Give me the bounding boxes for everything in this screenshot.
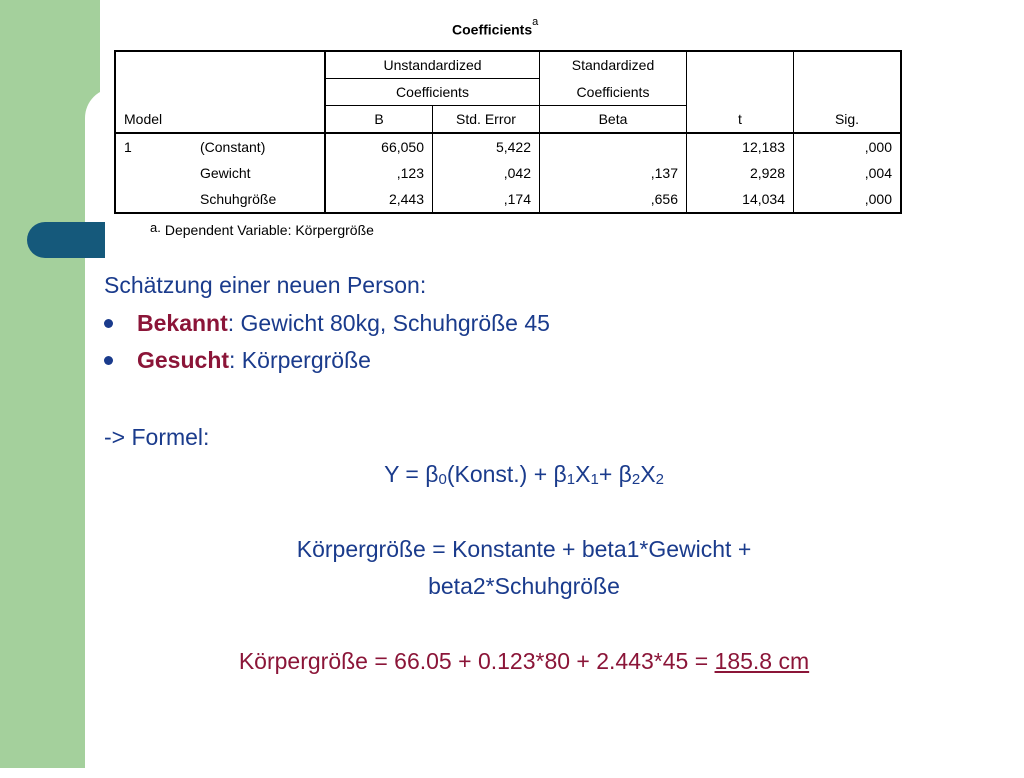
bullet-sought	[104, 347, 371, 374]
table-row	[115, 160, 901, 186]
header-unstandardized: Unstandardized	[325, 51, 540, 79]
sought-text: : Körpergröße	[229, 347, 371, 373]
decorative-pill	[27, 222, 105, 258]
row-name: (Constant)	[200, 139, 266, 155]
cell-t: 14,034	[687, 186, 794, 213]
calculation-text: Körpergröße = 66.05 + 0.123*80 + 2.443*45 =	[238, 648, 715, 674]
footnote-mark: a.	[150, 220, 161, 235]
cell-beta	[540, 133, 687, 160]
title-footnote-mark: a	[532, 16, 539, 28]
intro-text: Schätzung einer neuen Person:	[104, 272, 427, 298]
table-title: Coefficients$^a$	[452, 16, 539, 38]
cell-se: ,042	[433, 160, 540, 186]
cell-beta: ,137	[540, 160, 687, 186]
formula-words-line-2: beta2*Schuhgröße	[428, 573, 620, 599]
bullet-dot-icon	[104, 356, 113, 365]
table-row	[115, 186, 901, 213]
table-header-row-3	[115, 106, 901, 134]
header-t: t	[687, 106, 794, 134]
header-sig: Sig.	[794, 106, 902, 134]
bullet-dot-icon	[104, 319, 113, 328]
row-name: Gewicht	[200, 165, 251, 181]
known-label: Bekannt	[137, 310, 228, 336]
cell-beta: ,656	[540, 186, 687, 213]
header-std-error: Std. Error	[433, 106, 540, 134]
coefficients-table	[114, 50, 902, 214]
cell-se: ,174	[433, 186, 540, 213]
header-b: B	[325, 106, 433, 134]
cell-se: 5,422	[433, 133, 540, 160]
table-row	[115, 133, 901, 160]
calculation-result: 185.8 cm	[714, 648, 810, 674]
header-beta: Beta	[540, 106, 687, 134]
row-name: Schuhgröße	[200, 191, 277, 207]
cell-b: 2,443	[325, 186, 433, 213]
cell-t: 12,183	[687, 133, 794, 160]
known-text: : Gewicht 80kg, Schuhgröße 45	[227, 310, 550, 336]
formula-label: -> Formel:	[104, 424, 210, 450]
cell-sig: ,004	[794, 160, 902, 186]
regression-formula: $Y = \beta_0(Konst.) + \beta_1X_1+ \beta_2X_2$	[384, 461, 664, 488]
calculation	[104, 648, 944, 675]
cell-b: ,123	[325, 160, 433, 186]
header-unstandardized-2: Coefficients	[325, 79, 540, 106]
footnote-text: Dependent Variable: Körpergröße	[164, 222, 374, 238]
bullet-known	[104, 310, 550, 337]
cell-sig: ,000	[794, 186, 902, 213]
header-standardized-2: Coefficients	[540, 79, 687, 106]
table-footnote	[150, 222, 374, 238]
table-header-row-1	[115, 51, 901, 79]
formula-words-line-1: Körpergröße = Konstante + beta1*Gewicht +	[296, 536, 752, 562]
cell-t: 2,928	[687, 160, 794, 186]
header-model: Model	[115, 106, 325, 134]
cell-b: 66,050	[325, 133, 433, 160]
header-blank-t	[687, 51, 794, 79]
model-number: 1	[124, 139, 132, 155]
cell-sig: ,000	[794, 133, 902, 160]
sought-label: Gesucht	[137, 347, 230, 373]
table-header-row-2	[115, 79, 901, 106]
left-band	[0, 0, 85, 768]
header-standardized: Standardized	[540, 51, 687, 79]
header-blank	[115, 51, 325, 79]
header-blank-sig	[794, 51, 902, 79]
